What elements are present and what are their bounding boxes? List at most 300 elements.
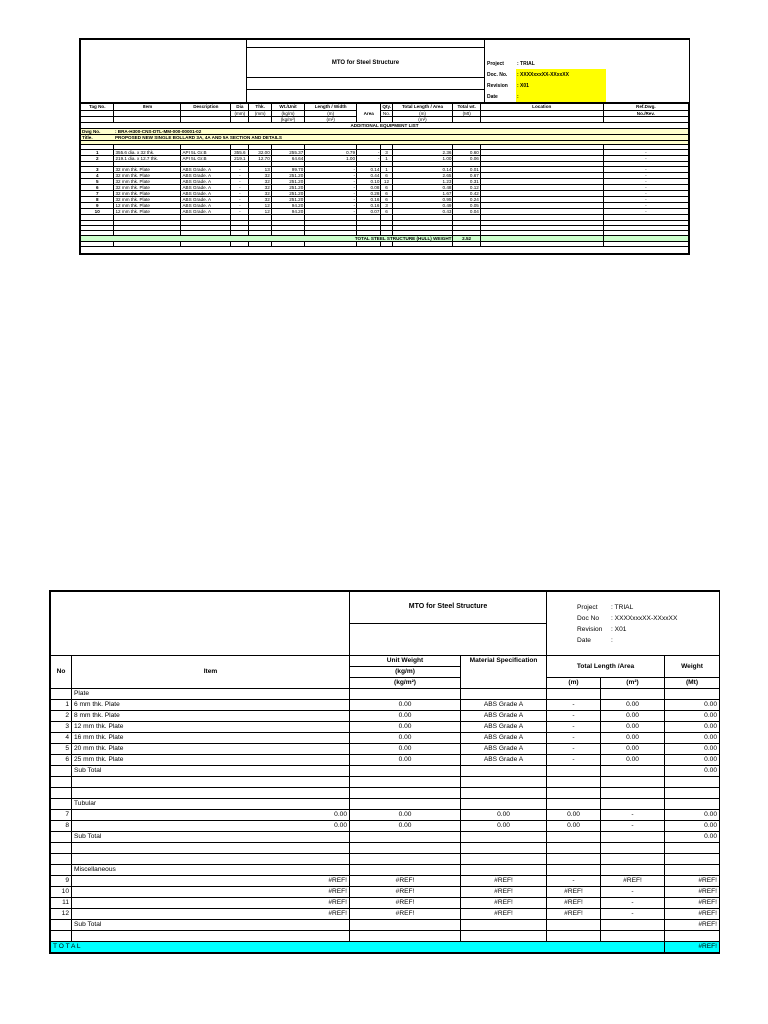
blank-row [51,931,720,942]
cell-wt: 251.20 [271,179,304,185]
cell-tl: 0.95 [392,197,453,203]
cell-empty [350,854,461,865]
sheet2-total-value: #REF! [665,942,720,953]
cell-dia: - [231,179,249,185]
cell-empty [350,766,461,777]
hdr-tl-unit-1: (m) [392,111,453,117]
cell-unit-weight: 0.00 [350,722,461,733]
cell-lw: 0.79 [305,150,357,156]
cell-empty [547,920,601,931]
cell-tag: 4 [81,173,114,179]
subtotal-label: Sub Total [72,832,350,843]
cell-desc: ABS Grade. A [181,185,231,191]
project-info-row [486,80,606,91]
cell-empty [601,788,665,799]
cell-material: 0.00 [461,821,547,832]
cell-wt: 99.70 [271,167,304,173]
cell-empty [461,865,547,876]
hdr-lw-unit-2: (m²) [305,117,357,123]
cell-empty [665,689,720,700]
cell-area: 0.16 [357,197,381,203]
cell-weight: 0.00 [665,733,720,744]
cell-lw: - [305,173,357,179]
sheet2-title-blank [350,624,547,656]
cell-thk: 32 [249,191,271,197]
cell-empty [547,865,601,876]
project-info-label: Date [577,636,591,644]
cell-empty [665,854,720,865]
project-info-row [486,91,606,102]
cell-empty [350,931,461,942]
cell-tag: 1 [81,150,114,156]
cell-unit-weight: #REF! [350,898,461,909]
section-name: Tubular [72,799,350,810]
cell-unit-weight: 0.00 [350,700,461,711]
table-row [51,722,720,733]
cell-no: 1 [51,700,72,711]
cell-tl: 0.14 [392,167,453,173]
sheet2-title: MTO for Steel Structure [350,592,547,624]
cell-wt: 94.20 [271,209,304,215]
cell-twt: 0.04 [453,209,480,215]
cell-material: ABS Grade A [461,700,547,711]
cell-empty [461,931,547,942]
hdr-dia: Dia [231,104,249,111]
cell-material: #REF! [461,876,547,887]
cell-item: 32 mm thk. Plate [114,191,181,197]
cell-qty: 12 [381,179,392,185]
cell-desc: ABS Grade. A [181,167,231,173]
cell-area: 0.08 [357,185,381,191]
cell-empty [72,777,350,788]
cell-empty [72,854,350,865]
s2-hdr-uw-unit-1: (kg/m) [350,667,461,678]
cell-material: ABS Grade A [461,755,547,766]
cell-thk: 32 [249,173,271,179]
cell-empty [547,766,601,777]
cell-ref: - [603,173,688,179]
cell-lw: - [305,203,357,209]
cell-weight: 0.00 [665,711,720,722]
cell-desc: ABS Grade. A [181,173,231,179]
project-info-label: Date [487,93,498,100]
spacer-row [51,788,720,799]
project-info-row [549,635,679,646]
cell-weight: 0.00 [665,810,720,821]
cell-lw: - [305,167,357,173]
cell-material: ABS Grade A [461,733,547,744]
section-header-row [51,799,720,810]
cell-item: #REF! [72,898,350,909]
cell-no: 5 [51,744,72,755]
cell-empty [547,854,601,865]
cell-material: #REF! [461,887,547,898]
cell-empty [72,788,350,799]
blank-row [51,843,720,854]
table-row [51,744,720,755]
cell-tag: 7 [81,191,114,197]
cell-area: - [357,156,381,162]
cell-length-m: - [547,722,601,733]
cell-dia: - [231,191,249,197]
cell-item: 32 mm thk. Plate [114,167,181,173]
section-name: Plate [72,689,350,700]
section-name: Miscellaneous [72,865,350,876]
cell-empty [461,854,547,865]
cell-empty [665,777,720,788]
project-info-value: : [516,91,606,102]
cell-tl: 0.49 [392,203,453,209]
cell-item: 32 mm thk. Plate [114,179,181,185]
cell-qty: 6 [381,191,392,197]
cell-ref: - [603,191,688,197]
cell-length-m: - [547,733,601,744]
sheet2-total-row [51,942,720,953]
hdr-length-width: Length / Width [305,104,357,111]
hdr-tag-no: Tag No. [81,104,114,111]
cell-thk: 32.00 [249,150,271,156]
cell-length-m: 0.00 [547,821,601,832]
cell-dia: - [231,209,249,215]
cell-empty [350,832,461,843]
mto-sheet-top [79,38,690,255]
sheet2-project-info [547,592,720,656]
cell-item: 16 mm thk. Plate [72,733,350,744]
title-value: PROPOSED NEW SINGLE BOLLARD 3A, 4A AND 5A SECTION AND DETAILS [114,135,689,141]
cell-empty [51,766,72,777]
sheet1-header-table [80,39,690,103]
cell-tl: 0.43 [392,209,453,215]
sheet1-project-info [485,40,690,103]
cell-qty: 3 [381,203,392,209]
cell-length-m: - [547,711,601,722]
cell-empty [51,931,72,942]
cell-tag: 5 [81,179,114,185]
cell-area-m2: #REF! [601,876,665,887]
project-info-value: : XXXXxxxXX-XXxxXX [611,614,678,622]
cell-item: 219.1 dia. x 12.7 thk. [114,156,181,162]
cell-empty [665,799,720,810]
cell-no: 7 [51,810,72,821]
cell-area: 0.14 [357,167,381,173]
cell-tl: 0.48 [392,185,453,191]
cell-item: 0.00 [72,810,350,821]
title-label: Title. [81,135,114,141]
cell-empty [601,865,665,876]
cell-thk: 12 [249,203,271,209]
cell-twt: 0.31 [453,179,480,185]
cell-empty [547,931,601,942]
cell-thk: 32 [249,185,271,191]
cell-wt: 251.20 [271,173,304,179]
cell-wt: 251.20 [271,197,304,203]
cell-twt: 0.60 [453,150,480,156]
cell-lw: - [305,191,357,197]
cell-area-m2: - [601,898,665,909]
cell-qty: 6 [381,185,392,191]
cell-dia: - [231,167,249,173]
blank-row [51,777,720,788]
cell-area-m2: 0.00 [601,722,665,733]
cell-ref: - [603,209,688,215]
cell-empty [601,777,665,788]
hdr-qty-unit: No. [382,111,391,116]
cell-empty [350,689,461,700]
cell-dia: - [231,203,249,209]
sheet2-logo-area [51,592,350,656]
cell-empty [72,931,350,942]
footer-cell [81,247,689,254]
cell-desc: ABS Grade. A [181,191,231,197]
cell-empty [665,931,720,942]
cell-empty [350,777,461,788]
cell-weight: 0.00 [665,744,720,755]
cell-desc: API 5L Gr.B [181,156,231,162]
cell-area: 0.16 [357,203,381,209]
project-info-value: : TRIAL [611,603,634,611]
cell-area: - [357,150,381,156]
s2-hdr-tl-m: (m) [547,678,601,689]
cell-empty [601,843,665,854]
cell-ref: - [603,197,688,203]
subtotal-value: 0.00 [665,832,720,843]
table-row [51,700,720,711]
cell-empty [601,832,665,843]
cell-ref: - [603,203,688,209]
cell-ref: - [603,167,688,173]
project-info-label: Revision [577,625,603,633]
sheet1-project-table [486,58,606,102]
spacer-row [51,854,720,865]
cell-no: 4 [51,733,72,744]
cell-empty [51,777,72,788]
hdr-area: Area [357,104,381,123]
cell-material: ABS Grade A [461,711,547,722]
mto-sheet-bottom [49,590,720,954]
table-row [51,898,720,909]
cell-desc: ABS Grade. A [181,179,231,185]
sheet1-title-spacer [247,40,485,48]
hdr-total-wt: Total wt. [453,104,480,111]
cell-twt: 0.05 [453,203,480,209]
cell-no: 11 [51,898,72,909]
cell-unit-weight: 0.00 [350,755,461,766]
cell-thk: 32 [249,179,271,185]
table-row [51,887,720,898]
table-row [51,711,720,722]
cell-item: 355.6 dia. x 32 thk. [114,150,181,156]
cell-weight: 0.00 [665,755,720,766]
cell-item: 20 mm thk. Plate [72,744,350,755]
sheet1-section-title: ADDITIONAL EQUIPMENT LIST [81,123,689,129]
sheet1-title-blank-1 [247,77,485,90]
cell-item: 32 mm thk. Plate [114,197,181,203]
cell-length-m: - [547,876,601,887]
cell-ref: - [603,185,688,191]
cell-item: 12 mm thk. Plate [114,203,181,209]
project-info-label: Doc. No. [487,71,508,78]
dwg-no-value: : BRA-H300-CNS-DTL-MM-000-00001-02 [114,129,689,135]
cell-empty [547,799,601,810]
sheet2-project-table [549,602,679,646]
cell-empty [601,854,665,865]
s2-hdr-no: No [51,656,72,689]
cell-dia: 219.1 [231,156,249,162]
cell-unit-weight: 0.00 [350,711,461,722]
hdr-description: Description [181,104,231,111]
cell-wt: 94.20 [271,203,304,209]
cell-no: 9 [51,876,72,887]
cell-tag: 3 [81,167,114,173]
cell-empty [547,788,601,799]
s2-hdr-tl-m2: (m²) [601,678,665,689]
cell-empty [51,832,72,843]
cell-weight: #REF! [665,898,720,909]
cell-twt: 0.12 [453,185,480,191]
s2-hdr-unit-weight: Unit Weight [350,656,461,667]
cell-empty [601,766,665,777]
sheet1-logo-area [81,40,247,103]
cell-tag: 8 [81,197,114,203]
cell-thk: 12 [249,209,271,215]
project-info-value: : XXXXxxxXX-XXxxXX [516,69,606,80]
sheet1-title-blank-2 [247,90,485,103]
cell-area-m2: 0.00 [601,755,665,766]
cell-unit-weight: #REF! [350,876,461,887]
sheet2-table [50,591,720,953]
project-info-label: Doc No [577,614,600,622]
project-info-value: : X01 [516,80,606,91]
project-info-row [549,624,679,635]
cell-lw: 1.00 [305,156,357,162]
cell-empty [51,843,72,854]
table-row [51,810,720,821]
subtotal-label: Sub Total [72,920,350,931]
hdr-ref-dwg: Ref.Dwg. [603,104,688,111]
project-info-label: Revision [487,82,508,89]
cell-weight: 0.00 [665,821,720,832]
cell-item: #REF! [72,887,350,898]
cell-desc: API 5L Gr.B [181,150,231,156]
hdr-tl-unit-2: (m²) [392,117,453,123]
cell-material: #REF! [461,898,547,909]
subtotal-label: Sub Total [72,766,350,777]
cell-material: ABS Grade A [461,744,547,755]
cell-twt: 0.42 [453,191,480,197]
cell-empty [51,920,72,931]
hdr-total-length: Total Length / Area [392,104,453,111]
hdr-thk-unit: (mm) [249,111,271,117]
cell-length-m: #REF! [547,898,601,909]
cell-weight: #REF! [665,909,720,920]
cell-dia: - [231,197,249,203]
cell-length-m: - [547,755,601,766]
sheet1-footer-row [81,247,689,254]
cell-empty [547,832,601,843]
project-info-value: : [611,636,613,644]
cell-lw: - [305,209,357,215]
cell-tag: 2 [81,156,114,162]
cell-tag: 6 [81,185,114,191]
cell-lw: - [305,179,357,185]
cell-desc: ABS Grade. A [181,197,231,203]
cell-desc: ABS Grade. A [181,203,231,209]
project-info-row [549,613,679,624]
subtotal-row [51,766,720,777]
cell-tag: 10 [81,209,114,215]
cell-empty [461,799,547,810]
cell-item: 32 mm thk. Plate [114,173,181,179]
cell-unit-weight: #REF! [350,887,461,898]
cell-wt: 251.20 [271,185,304,191]
cell-no: 6 [51,755,72,766]
cell-tl: 1.23 [392,179,453,185]
sheet2-rows [51,689,720,942]
cell-empty [461,766,547,777]
sheet2-total-label: T O T A L [51,942,665,953]
cell-area-m2: 0.00 [601,733,665,744]
hdr-wt-unit-2: (kg/m²) [271,117,304,123]
table-row [51,821,720,832]
cell-empty [51,865,72,876]
subtotal-row [51,920,720,931]
s2-hdr-weight: Weight [665,656,720,678]
cell-empty [665,788,720,799]
cell-unit-weight: 0.00 [350,810,461,821]
cell-twt: 0.01 [453,167,480,173]
cell-item: 32 mm thk. Plate [114,185,181,191]
cell-wt: 64.64 [271,156,304,162]
cell-lw: - [305,197,357,203]
table-row [51,876,720,887]
hdr-item: Item [114,104,181,111]
cell-no: 12 [51,909,72,920]
cell-dia: 355.6 [231,150,249,156]
cell-area: 0.10 [357,179,381,185]
table-row [51,733,720,744]
cell-empty [461,777,547,788]
sheet1-header-row [81,104,689,111]
cell-ref: - [603,150,688,156]
cell-unit-weight: 0.00 [350,744,461,755]
cell-empty [547,689,601,700]
s2-hdr-uw-unit-2: (kg/m²) [350,678,461,689]
cell-empty [547,777,601,788]
cell-empty [461,788,547,799]
cell-no: 8 [51,821,72,832]
project-info-value: : X01 [611,625,627,633]
hdr-thk: Thk. [249,104,271,111]
cell-area-m2: 0.00 [601,711,665,722]
cell-empty [350,843,461,854]
s2-hdr-total-length: Total Length /Area [547,656,665,678]
cell-empty [601,799,665,810]
cell-tag: 9 [81,203,114,209]
cell-item: 6 mm thk. Plate [72,700,350,711]
subtotal-row [51,832,720,843]
cell-no: 10 [51,887,72,898]
cell-length-m: #REF! [547,887,601,898]
cell-item: #REF! [72,876,350,887]
sheet1-data-table [80,103,689,254]
cell-twt: 0.24 [453,197,480,203]
cell-qty: 6 [381,173,392,179]
cell-area: 0.44 [357,173,381,179]
project-info-row [486,58,606,69]
cell-empty [461,689,547,700]
sheet1-total-label: TOTAL STEEL STRUCTURE (HULL) WEIGHT [81,236,453,242]
cell-empty [547,843,601,854]
